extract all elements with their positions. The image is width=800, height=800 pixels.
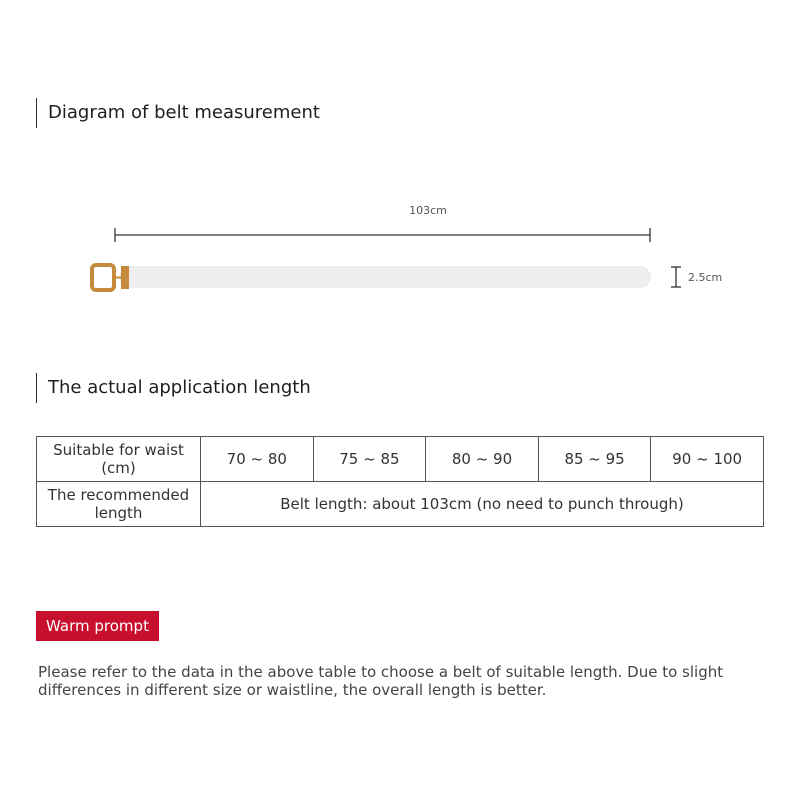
width-dimension-marker <box>671 267 681 287</box>
table-row <box>37 482 764 527</box>
belt-length-label: 103cm <box>409 204 447 217</box>
warm-prompt-text: Please refer to the data in the above table to choose a belt of suitable length. Due to slight differences in different size or waistline, the overall length is better. <box>38 663 724 699</box>
belt-buckle <box>92 265 129 290</box>
size-table <box>36 436 764 527</box>
warm-prompt-badge: Warm prompt <box>36 611 159 641</box>
recommended-length-header-cell: The recommended length <box>37 482 201 527</box>
recommended-length-cell: Belt length: about 103cm (no need to punch through) <box>201 482 764 527</box>
table-row <box>37 437 764 482</box>
waist-range-cell: 75 ~ 85 <box>313 437 426 482</box>
application-section-title: The actual application length <box>36 373 311 403</box>
waist-range-cell: 90 ~ 100 <box>651 437 764 482</box>
diagram-section-title: Diagram of belt measurement <box>36 98 320 128</box>
belt-strap <box>120 267 650 287</box>
waist-range-cell: 70 ~ 80 <box>201 437 314 482</box>
belt-diagram <box>0 190 800 310</box>
belt-width-label: 2.5cm <box>688 271 723 284</box>
waist-header-cell: Suitable for waist (cm) <box>37 437 201 482</box>
length-dimension-line <box>115 228 650 242</box>
waist-range-cell: 85 ~ 95 <box>538 437 651 482</box>
waist-range-cell: 80 ~ 90 <box>426 437 539 482</box>
